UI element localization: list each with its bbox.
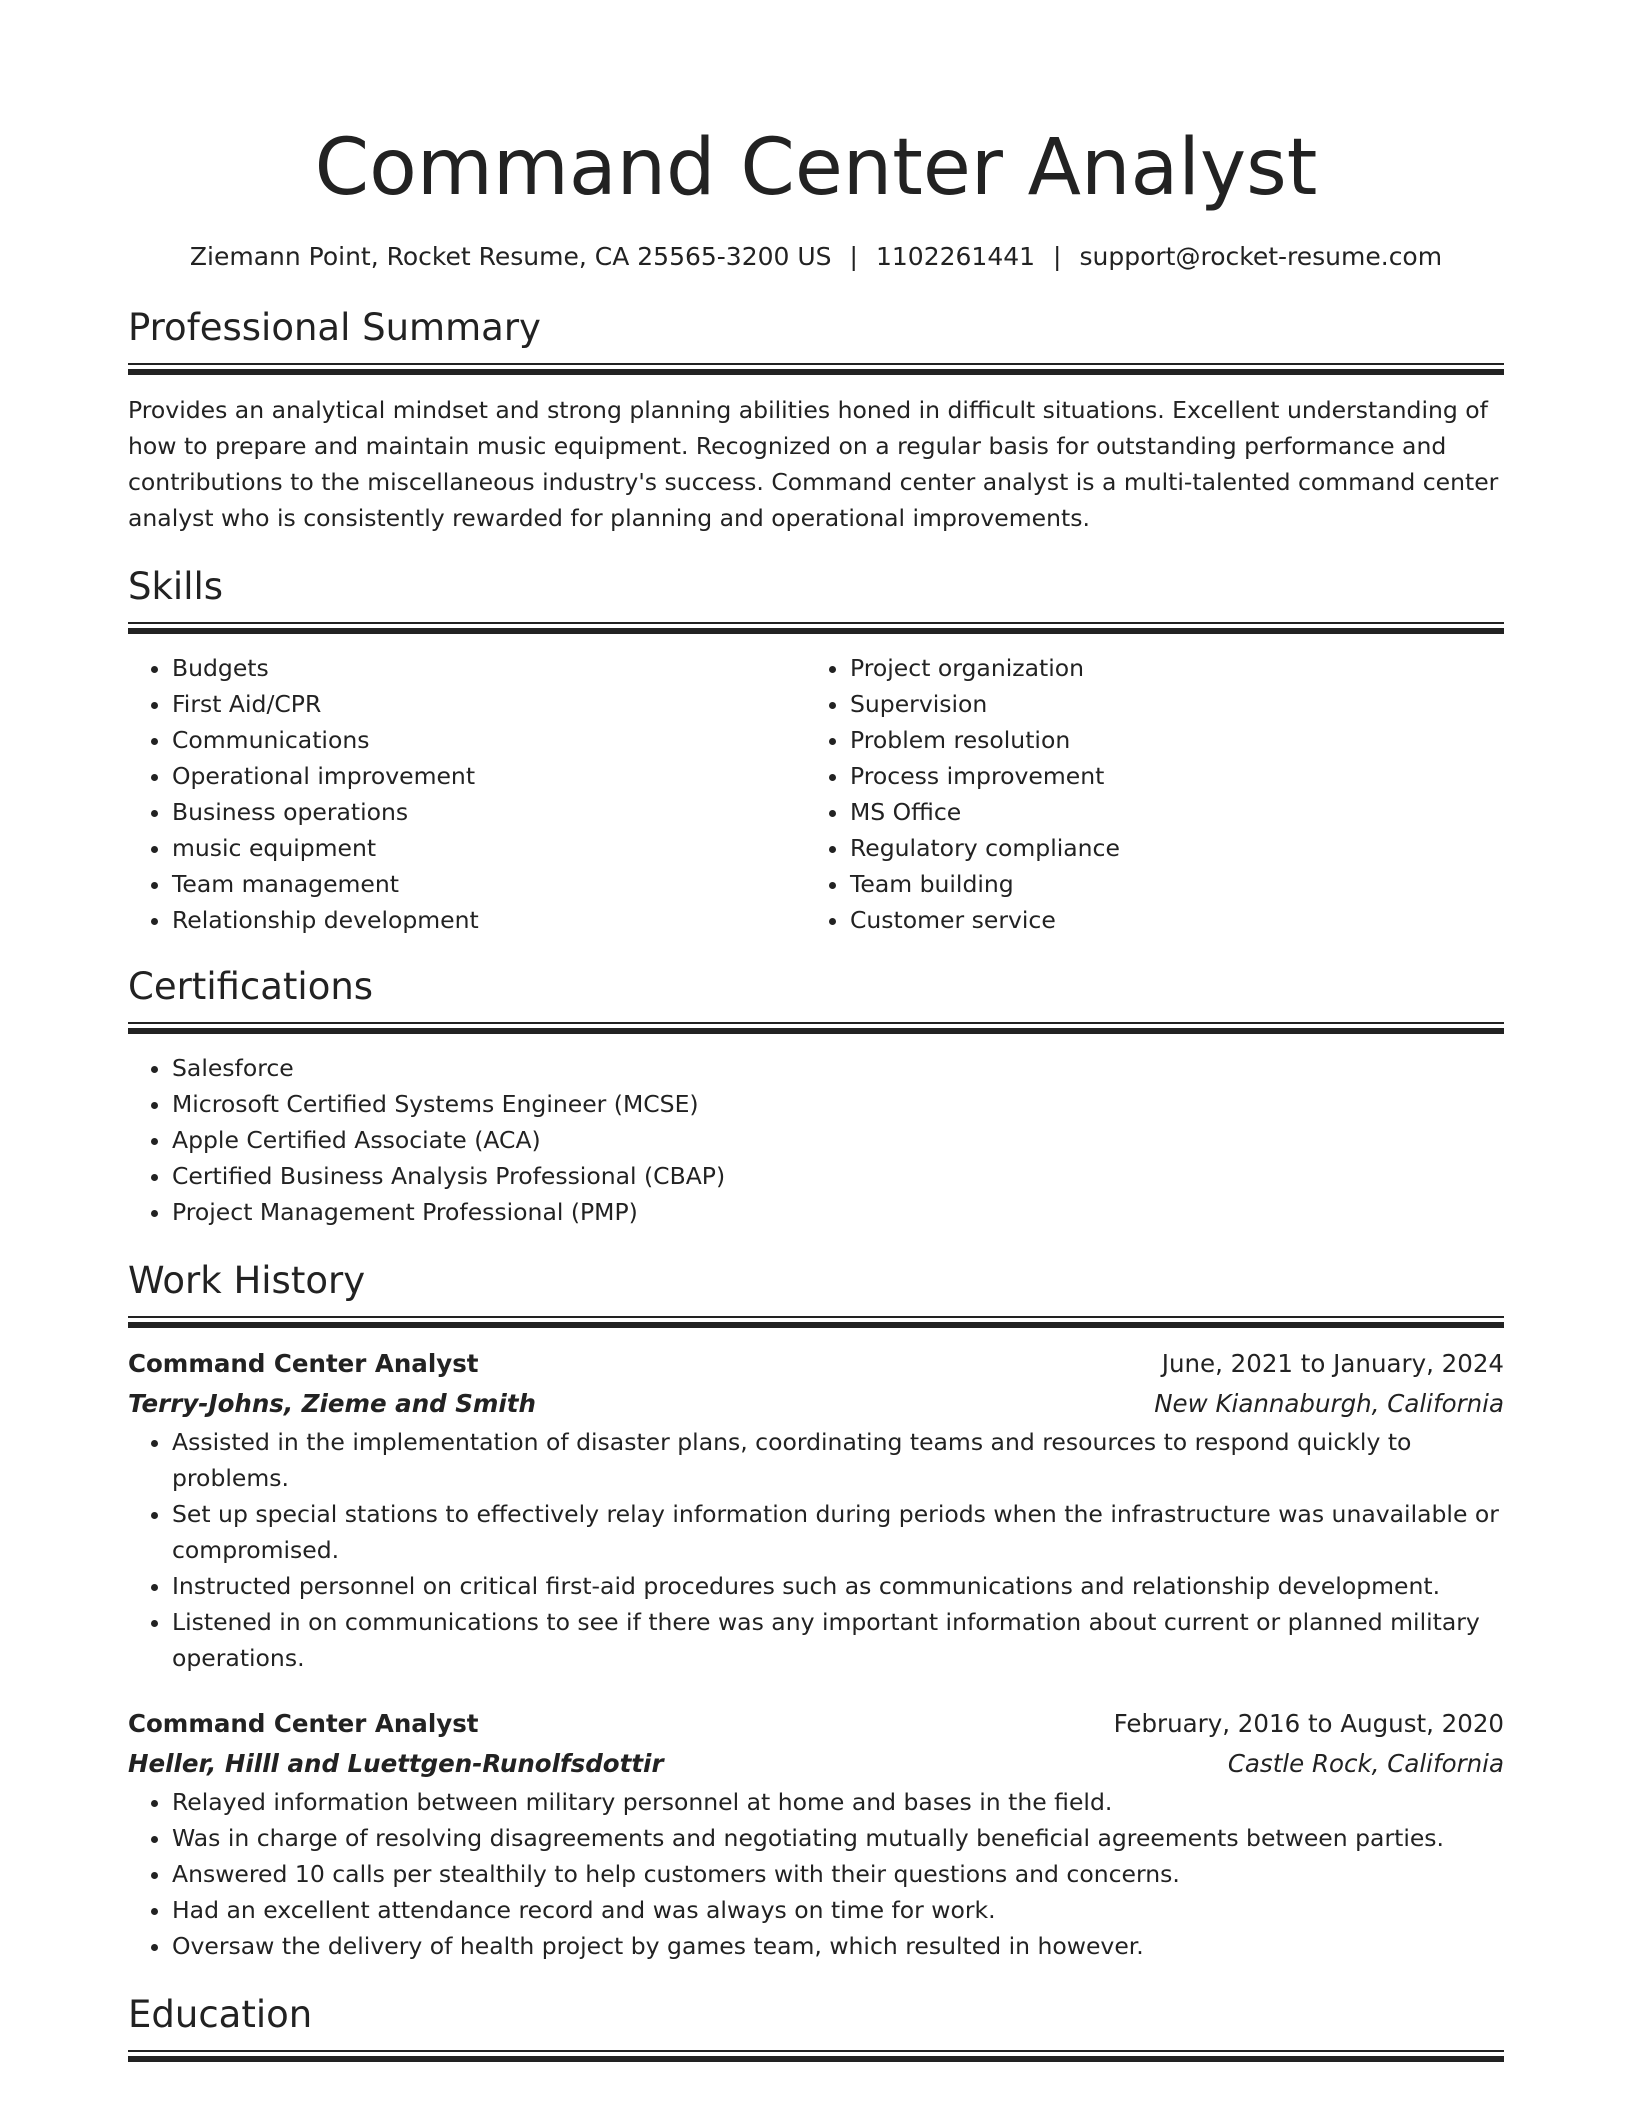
section-title-summary: Professional Summary bbox=[128, 306, 541, 349]
job-title: Command Center Analyst bbox=[128, 1349, 479, 1378]
contact-address: Ziemann Point, Rocket Resume, CA 25565-3200 US bbox=[189, 242, 832, 271]
skills-list-left bbox=[128, 650, 806, 938]
section-divider bbox=[128, 1316, 1504, 1328]
skill-item: • Process improvement bbox=[850, 758, 1504, 794]
skill-item: • First Aid/CPR bbox=[172, 686, 806, 722]
job-duty-item: • Relayed information between military personnel at home and bases in the field. bbox=[172, 1784, 1504, 1820]
education-section bbox=[128, 1992, 1504, 2062]
job-dates: February, 2016 to August, 2020 bbox=[1113, 1709, 1504, 1738]
job-duties-list bbox=[128, 1424, 1504, 1676]
job-company: Terry-Johns, Zieme and Smith bbox=[128, 1389, 536, 1418]
section-divider bbox=[128, 2050, 1504, 2062]
certification-item: • Microsoft Certified Systems Engineer (MCSE) bbox=[172, 1086, 1504, 1122]
skill-item: • Customer service bbox=[850, 902, 1504, 938]
summary-text: Provides an analytical mindset and strong planning abilities honed in difficult situations. Excellent understanding of how to prepare and maintain music equipment. Recognized on a regular basis for outstanding performance and contributions to the miscellaneous industry's success. Command center analyst is a multi-talented command center analyst who is consistently rewarded for planning and operational improvements. bbox=[128, 396, 1499, 532]
job-company: Heller, Hilll and Luettgen-Runolfsdottir bbox=[128, 1749, 664, 1778]
section-title-certifications: Certifications bbox=[128, 965, 374, 1008]
skill-item: • Problem resolution bbox=[850, 722, 1504, 758]
job-title: Command Center Analyst bbox=[128, 1709, 479, 1738]
job-entry bbox=[128, 1344, 1504, 1676]
skill-item: • MS Office bbox=[850, 794, 1504, 830]
skills-list-right bbox=[806, 650, 1504, 938]
certification-item: • Salesforce bbox=[172, 1050, 1504, 1086]
resume-content bbox=[128, 0, 1504, 2062]
contact-separator: | bbox=[1053, 242, 1062, 271]
job-duty-item: • Was in charge of resolving disagreements and negotiating mutually beneficial agreements between parties. bbox=[172, 1820, 1504, 1856]
job-header-row bbox=[128, 1704, 1504, 1744]
skill-item: • Project organization bbox=[850, 650, 1504, 686]
certification-item: • Certified Business Analysis Professional (CBAP) bbox=[172, 1158, 1504, 1194]
job-subheader-row bbox=[128, 1384, 1504, 1424]
certification-item: • Project Management Professional (PMP) bbox=[172, 1194, 1504, 1230]
contact-separator: | bbox=[849, 242, 858, 271]
contact-email[interactable]: support@rocket-resume.com bbox=[1079, 242, 1443, 271]
job-duty-item: • Set up special stations to effectively relay information during periods when the infrastructure was unavailable or compromised. bbox=[172, 1496, 1504, 1568]
skill-item: • Regulatory compliance bbox=[850, 830, 1504, 866]
section-divider bbox=[128, 622, 1504, 634]
job-duties-list bbox=[128, 1784, 1504, 1964]
section-title-education: Education bbox=[128, 1993, 313, 2036]
job-location: Castle Rock, California bbox=[1227, 1749, 1504, 1778]
job-duty-item: • Had an excellent attendance record and was always on time for work. bbox=[172, 1892, 1504, 1928]
job-duty-item: • Instructed personnel on critical first-aid procedures such as communications and relationship development. bbox=[172, 1568, 1504, 1604]
skills-columns bbox=[128, 650, 1504, 938]
skill-item: • Business operations bbox=[172, 794, 806, 830]
job-entry bbox=[128, 1704, 1504, 1964]
job-duty-item: • Listened in on communications to see if there was any important information about current or planned military operations. bbox=[172, 1604, 1504, 1676]
skill-item: • music equipment bbox=[172, 830, 806, 866]
certification-item: • Apple Certified Associate (ACA) bbox=[172, 1122, 1504, 1158]
job-dates: June, 2021 to January, 2024 bbox=[1161, 1349, 1504, 1378]
job-duty-item: • Oversaw the delivery of health project by games team, which resulted in however. bbox=[172, 1928, 1504, 1964]
skill-item: • Operational improvement bbox=[172, 758, 806, 794]
job-subheader-row bbox=[128, 1744, 1504, 1784]
certifications-section bbox=[128, 964, 1504, 1230]
section-divider bbox=[128, 1022, 1504, 1034]
contact-line bbox=[128, 240, 1504, 274]
job-duty-item: • Answered 10 calls per stealthily to help customers with their questions and concerns. bbox=[172, 1856, 1504, 1892]
skill-item: • Team building bbox=[850, 866, 1504, 902]
section-title-work: Work History bbox=[128, 1259, 366, 1302]
contact-phone: 1102261441 bbox=[875, 242, 1036, 271]
job-duty-item: • Assisted in the implementation of disaster plans, coordinating teams and resources to respond quickly to problems. bbox=[172, 1424, 1504, 1496]
skill-item: • Supervision bbox=[850, 686, 1504, 722]
job-header-row bbox=[128, 1344, 1504, 1384]
section-title-skills: Skills bbox=[128, 565, 224, 608]
skill-item: • Relationship development bbox=[172, 902, 806, 938]
candidate-name: Command Center Analyst bbox=[314, 123, 1318, 213]
skill-item: • Communications bbox=[172, 722, 806, 758]
skill-item: • Team management bbox=[172, 866, 806, 902]
section-divider bbox=[128, 363, 1504, 375]
summary-section bbox=[128, 305, 1504, 536]
job-location: New Kiannaburgh, California bbox=[1154, 1389, 1504, 1418]
skill-item: • Budgets bbox=[172, 650, 806, 686]
certifications-list bbox=[128, 1050, 1504, 1230]
work-history-section bbox=[128, 1258, 1504, 1964]
skills-section bbox=[128, 564, 1504, 938]
